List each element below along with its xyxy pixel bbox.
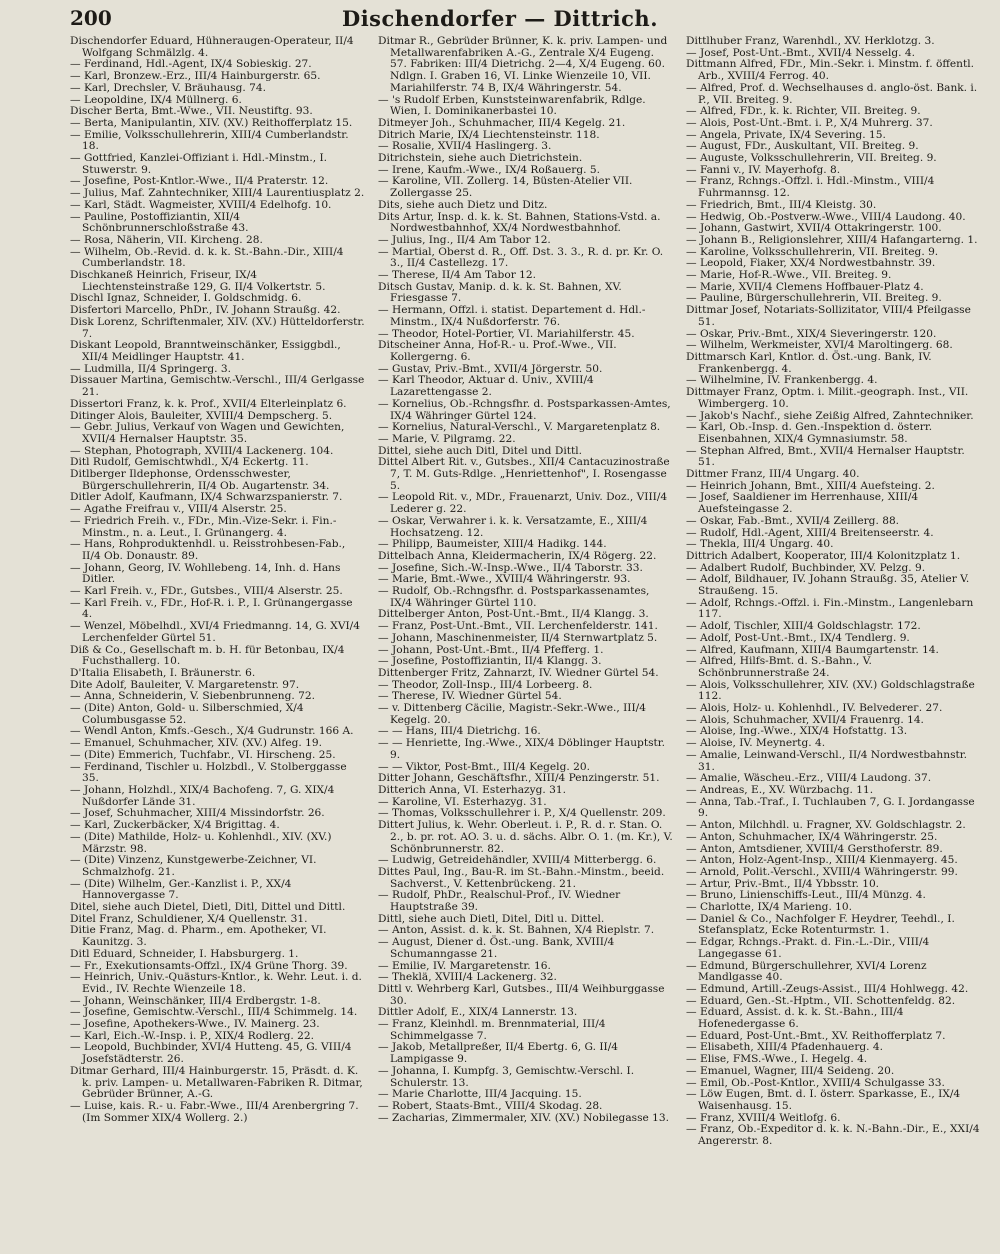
- directory-entry: — Josefine, Sich.-W.-Insp.-Wwe., II/4 Taborstr. 33.: [378, 561, 643, 574]
- directory-entry: — Oskar, Priv.-Bmt., XIX/4 Sieveringerstr. 120.: [686, 327, 937, 340]
- directory-entry: Dischendorfer Eduard, Hühneraugen-Operateur, II/4 Wolfgang Schmälzlg. 4.: [70, 36, 354, 59]
- directory-columns: [70, 36, 982, 1236]
- directory-entry: — Robert, Staats-Bmt., VIII/4 Skodag. 28.: [378, 1099, 603, 1112]
- directory-entry: — Alfred, Prof. d. Wechselhauses d. anglo-öst. Bank. i. P., VII. Breiteg. 9.: [686, 81, 978, 106]
- directory-entry: — Franz, XVIII/4 Weitlofg. 6.: [686, 1111, 841, 1124]
- directory-entry: — Emilie, IV. Margaretenstr. 16.: [378, 959, 551, 972]
- page-header: [0, 4, 1000, 38]
- directory-entry: — Adolf, Tischler, XIII/4 Goldschlagstr. 172.: [686, 620, 921, 633]
- directory-entry: — Hans, Rohproduktenhdl. u. Reisstrohbesen-Fab., II/4 Ob. Donaustr. 89.: [70, 538, 346, 562]
- directory-entry: Dittel Albert Rit. v., Gutsbes., XII/4 Cantacuzinostraße 7, T. M. Guts-Rdlge. „Henriettenhof", I. Rosengasse 5.: [378, 456, 670, 492]
- directory-entry: — Aloise, Ing.-Wwe., XIX/4 Hofstattg. 13.: [686, 725, 908, 738]
- directory-entry: — 's Rudolf Erben, Kunststeinwarenfabrik, Rdlge. Wien, I. Dominikanerbastei 10.: [378, 93, 646, 118]
- directory-entry: — Franz, Rchngs.-Offzl. i. Hdl.-Minstm., VIII/4 Fuhrmannsg. 12.: [686, 175, 935, 200]
- directory-entry: — Edmund, Artill.-Zeugs-Assist., III/4 Hohlwegg. 42.: [686, 982, 969, 995]
- directory-entry: Ditie Franz, Mag. d. Pharm., em. Apotheker, VI. Kaunitzg. 3.: [70, 924, 327, 949]
- directory-entry: Dissertori Franz, k. k. Prof., XVII/4 Elterleinplatz 6.: [70, 397, 347, 410]
- directory-entry: Diskant Leopold, Branntweinschänker, Essiggbdl., XII/4 Meidlinger Hauptstr. 41.: [70, 339, 341, 363]
- directory-entry: — Josefine, Gemischtw.-Verschl., III/4 Schimmelg. 14.: [70, 1006, 358, 1019]
- directory-entry: — Johann, Post-Unt.-Bmt., II/4 Pfefferg. 1.: [378, 643, 604, 656]
- directory-entry: — Anton, Assist. d. k. k. St. Bahnen, X/4 Rieplstr. 7.: [378, 924, 655, 937]
- directory-entry: — Franz, Post-Unt.-Bmt., VII. Lerchenfelderstr. 141.: [378, 620, 658, 633]
- directory-entry: — Friedrich, Bmt., III/4 Kleistg. 30.: [686, 198, 877, 211]
- directory-entry: — Elisabeth, XIII/4 Pfadenhauerg. 4.: [686, 1041, 884, 1054]
- directory-entry: D'Italia Elisabeth, I. Bräunerstr. 6.: [70, 666, 256, 679]
- directory-entry: Dittenberger Fritz, Zahnarzt, IV. Wiedner Gürtel 54.: [378, 666, 659, 679]
- directory-entry: — Pauline, Postoffiziantin, XII/4 Schönbrunnerschloßstraße 43.: [70, 210, 249, 235]
- directory-entry: — Kornelius, Ob.-Rchngsfhr. d. Postsparkassen-Amtes, IX/4 Währinger Gürtel 124.: [378, 397, 671, 422]
- directory-entry: — Johann, Holzhdl., XIX/4 Bachofeng. 7, G. XIX/4 Nußdorfer Lände 31.: [70, 784, 335, 808]
- directory-entry: — Adalbert Rudolf, Buchbinder, XV. Pelzg. 9.: [686, 561, 926, 574]
- directory-entry: — Martial, Oberst d. R., Off. Dst. 3. 3., R. d. pr. Kr. O. 3., II/4 Castellezg. 17.: [378, 245, 664, 270]
- directory-entry: — Bruno, Linienschiffs-Leut., III/4 Münzg. 4.: [686, 889, 926, 902]
- directory-entry: — Marie, XVII/4 Clemens Hoffbauer-Platz 4.: [686, 280, 924, 293]
- directory-entry: — Franz, Kleinhdl. m. Brennmaterial, III/4 Schimmelgasse 7.: [378, 1018, 606, 1042]
- directory-entry: — Stephan Alfred, Bmt., XVII/4 Hernalser Hauptstr. 51.: [686, 444, 965, 469]
- directory-entry: Ditlberger Ildephonse, Ordensschwester, Bürgerschullehrerin, II/4 Ob. Augartenstr. 34.: [70, 468, 330, 492]
- directory-entry: — Gottfried, Kanzlei-Offiziant i. Hdl.-Minstm., I. Stuwerstr. 9.: [70, 152, 327, 176]
- directory-entry: Ditsch Gustav, Manip. d. k. k. St. Bahnen, XV. Friesgasse 7.: [378, 280, 622, 305]
- page-title: Dischendorfer — Dittrich.: [341, 6, 659, 31]
- directory-entry: — Amalie, Leinwand-Verschl., II/4 Nordwestbahnstr. 31.: [686, 748, 968, 773]
- directory-entry: — Johann, Maschinenmeister, II/4 Sternwartplatz 5.: [378, 631, 658, 644]
- directory-entry: — Charlotte, IX/4 Marieng. 10.: [686, 901, 853, 914]
- directory-entry: — Heinrich, Univ.-Quästurs-Kntlor., k. Wehr. Leut. i. d. Evid., IV. Rechte Wienzeile 18.: [70, 971, 362, 995]
- directory-entry: — Rosalie, XVII/4 Haslingerg. 3.: [378, 140, 552, 153]
- directory-entry: Ditrichstein, siehe auch Dietrichstein.: [378, 152, 583, 165]
- directory-entry: — Ludmilla, II/4 Springerg. 3.: [70, 362, 231, 375]
- directory-entry: — Kornelius, Natural-Verschl., V. Margaretenplatz 8.: [378, 421, 661, 434]
- page-number: 200: [70, 6, 112, 30]
- directory-entry: Dittmarsch Karl, Kntlor. d. Öst.-ung. Bank, IV. Frankenbergg. 4.: [686, 350, 932, 375]
- directory-entry: — Josefine, Apothekers-Wwe., IV. Mainerg. 23.: [70, 1018, 320, 1031]
- directory-entry: — Artur, Priv.-Bmt., II/4 Ybbsstr. 10.: [686, 877, 880, 890]
- directory-entry: — Agathe Freifrau v., VIII/4 Alserstr. 25.: [70, 503, 287, 516]
- directory-entry: — Leopold Rit. v., MDr., Frauenarzt, Univ. Doz., VIII/4 Lederer g. 22.: [378, 491, 668, 516]
- directory-entry: Dite Adolf, Bauleiter, V. Margaretenstr. 97.: [70, 678, 300, 691]
- directory-entry: — Ludwig, Getreidehändler, XVIII/4 Mitterbergg. 6.: [378, 854, 657, 867]
- directory-entry: — Thomas, Volksschullehrer i. P., X/4 Quellenstr. 209.: [378, 807, 666, 820]
- directory-entry: — (Dite) Vinzenz, Kunstgewerbe-Zeichner, VI. Schmalzhofg. 21.: [70, 854, 317, 878]
- directory-entry: — Gustav, Priv.-Bmt., XVII/4 Jörgerstr. 50.: [378, 362, 603, 375]
- directory-entry: — — Hans, III/4 Dietrichg. 16.: [378, 725, 541, 738]
- directory-entry: Dittelberger Anton, Post-Unt.-Bmt., II/4 Klangg. 3.: [378, 608, 649, 621]
- directory-entry: Ditl Rudolf, Gemischtwhdl., X/4 Eckertg. 11.: [70, 456, 309, 469]
- directory-entry: Ditscheiner Anna, Hof-R.- u. Prof.-Wwe., VII. Kollergerng. 6.: [378, 339, 617, 363]
- directory-entry: — Leopold, Fiaker, XX/4 Nordwestbahnstr. 39.: [686, 257, 936, 270]
- directory-entry: Dits Artur, Insp. d. k. k. St. Bahnen, Stations-Vstd. a. Nordwestbahnhof, XX/4 Nordwestbahnhof.: [378, 210, 661, 235]
- directory-entry: — Fanni v., IV. Mayerhofg. 8.: [686, 163, 841, 176]
- directory-entry: — Emilie, Volksschullehrerin, XIII/4 Cumberlandstr. 18.: [70, 128, 349, 153]
- directory-entry: — Anton, Milchhdl. u. Fragner, XV. Goldschlagstr. 2.: [686, 819, 966, 832]
- directory-entry: Dittes Paul, Ing., Bau-R. im St.-Bahn.-Minstm., beeid. Sachverst., V. Kettenbrückeng. 21.: [378, 865, 665, 890]
- directory-entry: — Wenzel, Möbelhdl., XVI/4 Friedmanng. 14, G. XVI/4 Lerchenfelder Gürtel 51.: [70, 620, 360, 644]
- directory-entry: Dischkaneß Heinrich, Friseur, IX/4 Liechtensteinstraße 129, G. II/4 Volkertstr. 5.: [70, 269, 326, 293]
- directory-entry: — Alfred, Kaufmann, XIII/4 Baumgartenstr. 14.: [686, 643, 939, 656]
- directory-entry: — Therese, IV. Wiedner Gürtel 54.: [378, 690, 562, 703]
- directory-entry: — August, Diener d. Öst.-ung. Bank, XVIII/4 Schumanngasse 21.: [378, 936, 615, 960]
- directory-entry: — Marie Charlotte, III/4 Jacquing. 15.: [378, 1088, 582, 1101]
- directory-entry: — (Dite) Anton, Gold- u. Silberschmied, X/4 Columbusgasse 52.: [70, 702, 304, 726]
- directory-entry: — Johann, Gastwirt, XVII/4 Ottakringerstr. 100.: [686, 222, 942, 235]
- directory-entry: — Hedwig, Ob.-Postverw.-Wwe., VIII/4 Laudong. 40.: [686, 210, 966, 223]
- directory-entry: Dissauer Martina, Gemischtw.-Verschl., III/4 Gerlgasse 21.: [70, 374, 365, 399]
- directory-entry: — Adolf, Bildhauer, IV. Johann Straußg. 35, Atelier V. Straußeng. 15.: [686, 573, 970, 598]
- directory-entry: Ditmar R., Gebrüder Brünner, K. k. priv. Lampen- und Metallwarenfabriken A.-G., Zentrale X/4 Eugeng. 57. Fabriken: III/4 Dietrichg. 2—4, X/4 Eugeng. 60. Ndlgn. I. Graben 16, VI. Linke Wienzeile 10, VII. Mariahilferstr. 74 B, IX/4 Währingerstr. 54.: [378, 36, 668, 94]
- directory-entry: — Johanna, I. Kumpfg. 3, Gemischtw.-Verschl. I. Schulerstr. 13.: [378, 1064, 635, 1089]
- directory-entry: — (Dite) Wilhelm, Ger.-Kanzlist i. P., XX/4 Hannovergasse 7.: [70, 877, 292, 902]
- directory-entry: — Emanuel, Wagner, III/4 Seideng. 20.: [686, 1064, 895, 1077]
- directory-entry: — Emil, Ob.-Post-Kntlor., XVIII/4 Schulgasse 33.: [686, 1076, 945, 1089]
- directory-entry: Dittl v. Wehrberg Karl, Gutsbes., III/4 Weihburggasse 30.: [378, 982, 665, 1007]
- directory-entry: — Karoline, Volksschullehrerin, VII. Breiteg. 9.: [686, 245, 939, 258]
- directory-entry: — Anton, Schuhmacher, IX/4 Währingerstr. 25.: [686, 830, 938, 843]
- directory-entry: Dittrich Adalbert, Kooperator, III/4 Kolonitzplatz 1.: [686, 549, 961, 562]
- directory-entry: — Julius, Ing., II/4 Am Tabor 12.: [378, 233, 551, 246]
- directory-entry: — Edgar, Rchngs.-Prakt. d. Fin.-L.-Dir., VIII/4 Langegasse 61.: [686, 936, 930, 960]
- directory-entry: Disk Lorenz, Schriftenmaler, XIV. (XV.) Hütteldorferstr. 7.: [70, 315, 365, 340]
- directory-entry: — Edmund, Bürgerschullehrer, XVI/4 Lorenz Mandlgasse 40.: [686, 959, 927, 984]
- directory-entry: — Karl Theodor, Aktuar d. Univ., XVIII/4 Lazarettengasse 2.: [378, 374, 594, 399]
- directory-entry: Ditel, siehe auch Dietel, Dietl, Ditl, Dittel und Dittl.: [70, 901, 346, 914]
- directory-entry: Ditterich Anna, VI. Esterhazyg. 31.: [378, 784, 566, 796]
- directory-entry: — August, FDr., Auskultant, VII. Breiteg. 9.: [686, 140, 919, 153]
- directory-entry: — Marie, Hof-R.-Wwe., VII. Breiteg. 9.: [686, 269, 892, 282]
- directory-entry: — Therese, II/4 Am Tabor 12.: [378, 269, 537, 282]
- directory-entry: — Johann B., Religionslehrer, XIII/4 Hafangarterng. 1.: [686, 233, 978, 246]
- directory-entry: — Anna, Schneiderin, V. Siebenbrunneng. 72.: [70, 690, 315, 703]
- directory-entry: Ditl Eduard, Schneider, I. Habsburgerg. 1.: [70, 947, 299, 960]
- directory-entry: Dittmann Alfred, FDr., Min.-Sekr. i. Minstm. f. öffentl. Arb., XVIII/4 Ferrog. 40.: [686, 58, 974, 83]
- directory-entry: — Theodor, Zoll-Insp., III/4 Lorbeerg. 8.: [378, 678, 593, 691]
- directory-entry: — Wendl Anton, Kmfs.-Gesch., X/4 Gudrunstr. 166 A.: [70, 725, 354, 738]
- directory-entry: — Philipp, Baumeister, XIII/4 Hadikg. 144.: [378, 538, 607, 551]
- directory-entry: — Friedrich Freih. v., FDr., Min.-Vize-Sekr. i. Fin.-Minstm., n. a. Leut., I. Grünangerg. 4.: [70, 514, 337, 539]
- directory-entry: — Rudolf, Hdl.-Agent, XIII/4 Breitenseerstr. 4.: [686, 526, 934, 539]
- directory-entry: — Jakob, Metallpreßer, II/4 Ebertg. 6, G. II/4 Lampigasse 9.: [378, 1041, 619, 1066]
- directory-entry: — Angela, Private, IX/4 Severing. 15.: [686, 128, 886, 141]
- directory-entry: — Alois, Holz- u. Kohlenhdl., IV. Belvederег. 27.: [686, 702, 943, 715]
- directory-column-middle: [378, 36, 674, 1236]
- directory-entry: — Josefine, Post-Kntlor.-Wwe., II/4 Praterstr. 12.: [70, 175, 329, 188]
- directory-entry: Dittmayer Franz, Optm. i. Milit.-geograph. Inst., VII. Wimbergerg. 10.: [686, 386, 969, 410]
- directory-entry: — Alois, Schuhmacher, XVII/4 Frauenrg. 14.: [686, 713, 924, 726]
- directory-entry: — Amalie, Wäscheu.-Erz., VIII/4 Laudong. 37.: [686, 772, 932, 785]
- directory-column-left: [70, 36, 366, 1236]
- directory-entry: Ditmeyer Joh., Schuhmacher, III/4 Kegelg. 21.: [378, 116, 626, 129]
- directory-entry: Disfertori Marcello, PhDr., IV. Johann Straußg. 42.: [70, 304, 341, 317]
- directory-entry: Discher Berta, Bmt.-Wwe., VII. Neustiftg. 93.: [70, 105, 313, 118]
- directory-entry: — Karl, Bronzew.-Erz., III/4 Hainburgerstr. 65.: [70, 70, 321, 83]
- directory-entry: — Stephan, Photograph, XVIII/4 Lackenerg. 104.: [70, 444, 334, 457]
- directory-entry: — Josef, Post-Unt.-Bmt., XVII/4 Nesselg. 4.: [686, 46, 915, 59]
- directory-entry: — Thekla, III/4 Ungarg. 40.: [686, 538, 834, 551]
- directory-entry: — Franz, Ob.-Expeditor d. k. k. N.-Bahn.-Dir., E., XXI/4 Angererstr. 8.: [686, 1123, 980, 1148]
- directory-entry: — Karl, Städt. Wagmeister, XVIII/4 Edelhofg. 10.: [70, 198, 332, 211]
- directory-entry: — Aloise, IV. Meynertg. 4.: [686, 737, 826, 750]
- directory-entry: Dischl Ignaz, Schneider, I. Goldschmidg. 6.: [70, 292, 302, 305]
- directory-entry: — Zacharias, Zimmermaler, XIV. (XV.) Nobilegasse 13.: [378, 1111, 670, 1124]
- directory-entry: — Leopoldine, IX/4 Müllnerg. 6.: [70, 93, 242, 106]
- directory-entry: — Karl Freih. v., FDr., Gutsbes., VIII/4 Alserstr. 25.: [70, 585, 343, 598]
- directory-entry: — Marie, Bmt.-Wwe., XVIII/4 Währingerstr. 93.: [378, 573, 631, 586]
- directory-entry: — Heinrich Johann, Bmt., XIII/4 Auefsteing. 2.: [686, 479, 935, 492]
- directory-entry: — Theodor, Hotel-Portier, VI. Mariahilferstr. 45.: [378, 327, 635, 340]
- directory-entry: — Wilhelm, Werkmeister, XVI/4 Maroltingerg. 68.: [686, 339, 953, 352]
- directory-entry: — Eduard, Assist. d. k. k. St.-Bahn., III/4 Hofenedergasse 6.: [686, 1006, 904, 1031]
- directory-entry: — Rosa, Näherin, VII. Kircheng. 28.: [70, 233, 263, 246]
- directory-entry: — Karl Freih. v., FDr., Hof-R. i. P., I. Grünangergasse 4.: [70, 596, 353, 621]
- directory-entry: — — Henriette, Ing.-Wwe., XIX/4 Döblinger Hauptstr. 9.: [378, 737, 666, 761]
- directory-column-right: [686, 36, 982, 1236]
- directory-entry: Dittel, siehe auch Ditl, Ditel und Dittl.: [378, 444, 582, 457]
- directory-entry: — Daniel & Co., Nachfolger F. Heydrer, Teehdl., I. Stefansplatz, Ecke Rotenturmstr. 1.: [686, 912, 955, 937]
- directory-entry: Ditter Johann, Geschäftsfhr., XIII/4 Penzingerstr. 51.: [378, 772, 660, 785]
- directory-entry: Dittmer Franz, III/4 Ungarg. 40.: [686, 468, 860, 481]
- directory-entry: — Rudolf, PhDr., Realschul-Prof., IV. Wiedner Hauptstraße 39.: [378, 889, 621, 914]
- directory-entry: Ditel Franz, Schuldiener, X/4 Quellenstr. 31.: [70, 912, 308, 925]
- directory-entry: — Elise, FMS.-Wwe., I. Hegelg. 4.: [686, 1053, 868, 1066]
- directory-entry: — Anton, Amtsdiener, XVIII/4 Gersthoferstr. 89.: [686, 842, 943, 855]
- directory-entry: — Adolf, Rchngs.-Offzl. i. Fin.-Minstm., Langenlebarn 117.: [686, 596, 974, 621]
- directory-entry: — Irene, Kaufm.-Wwe., IX/4 Roßauerg. 5.: [378, 163, 600, 176]
- directory-entry: — Ferdinand, Tischler u. Holzbdl., V. Stolberggasse 35.: [70, 760, 347, 785]
- directory-entry: — Eduard, Gen.-St.-Hptm., VII. Schottenfeldg. 82.: [686, 994, 956, 1007]
- directory-entry: Ditler Adolf, Kaufmann, IX/4 Schwarzspanierstr. 7.: [70, 491, 343, 504]
- directory-entry: — Eduard, Post-Unt.-Bmt., XV. Reithofferplatz 7.: [686, 1029, 946, 1042]
- directory-entry: — Ferdinand, Hdl.-Agent, IX/4 Sobieskig. 27.: [70, 58, 312, 71]
- directory-entry: — Karoline, VI. Esterhazyg. 31.: [378, 795, 547, 808]
- directory-entry: — Karoline, VII. Zollerg. 14, Büsten-Atelier VII. Zollergasse 25.: [378, 175, 633, 200]
- directory-entry: — Johann, Georg, IV. Wohllebeng. 14, Inh. d. Hans Ditler.: [70, 561, 341, 586]
- directory-entry: Dits, siehe auch Dietz und Ditz.: [378, 198, 548, 211]
- directory-entry: — Löw Eugen, Bmt. d. I. österr. Sparkasse, E., IX/4 Waisenhausg. 15.: [686, 1088, 961, 1112]
- directory-entry: — Anton, Holz-Agent-Insp., XIII/4 Kienmayerg. 45.: [686, 854, 958, 867]
- directory-entry: — Oskar, Fab.-Bmt., XVII/4 Zeillerg. 88.: [686, 514, 900, 527]
- directory-entry: — Josef, Schuhmacher, XIII/4 Missindorfstr. 26.: [70, 807, 325, 820]
- directory-entry: — Alfred, FDr., k. k. Richter, VII. Breiteg. 9.: [686, 105, 921, 118]
- directory-entry: Diß & Co., Gesellschaft m. b. H. für Betonbau, IX/4 Fuchsthallerg. 10.: [70, 643, 345, 668]
- directory-entry: Dittler Adolf, E., XIX/4 Lannerstr. 13.: [378, 1006, 578, 1019]
- directory-entry: — Josef, Saaldiener im Herrenhause, XIII/4 Auefsteingasse 2.: [686, 491, 919, 516]
- directory-entry: — Karl, Drechsler, V. Bräuhausg. 74.: [70, 81, 266, 94]
- directory-entry: — Josefine, Postoffiziantin, II/4 Klangg. 3.: [378, 655, 602, 668]
- directory-entry: — Alfred, Hilfs-Bmt. d. S.-Bahn., V. Schönbrunnerstraße 24.: [686, 655, 872, 679]
- directory-entry: — Rudolf, Ob.-Rchngsfhr. d. Postsparkassenamtes, IX/4 Währinger Gürtel 110.: [378, 585, 650, 609]
- directory-entry: — Theklä, XVIII/4 Lackenerg. 32.: [378, 971, 557, 984]
- directory-entry: — Pauline, Bürgerschullehrerin, VII. Breiteg. 9.: [686, 292, 942, 305]
- directory-entry: — Anna, Tab.-Traf., I. Tuchlauben 7, G. I. Jordangasse 9.: [686, 795, 975, 820]
- directory-entry: — Wilhelm, Ob.-Revid. d. k. k. St.-Bahn.-Dir., XIII/4 Cumberlandstr. 18.: [70, 245, 344, 270]
- directory-entry: — Karl, Eich.-W.-Insp. i. P., XIX/4 Rodlerg. 22.: [70, 1029, 314, 1042]
- directory-entry: — Alois, Volksschullehrer, XIV. (XV.) Goldschlagstraße 112.: [686, 678, 975, 703]
- directory-entry: — Arnold, Polit.-Verschl., XVIII/4 Währingerstr. 99.: [686, 865, 958, 878]
- directory-entry: — Johann, Weinschänker, III/4 Erdbergstr. 1-8.: [70, 994, 321, 1007]
- directory-entry: — Leopold, Buchbinder, XVI/4 Hutteng. 45, G. VIII/4 Josefstädterstr. 26.: [70, 1041, 352, 1066]
- directory-entry: — Gebr. Julius, Verkauf von Wagen und Gewichten, XVII/4 Hernalser Hauptstr. 35.: [70, 421, 345, 445]
- directory-entry: Dittmar Josef, Notariats-Sollizitator, VIII/4 Pfeilgasse 51.: [686, 304, 971, 328]
- directory-entry: — Wilhelmine, IV. Frankenbergg. 4.: [686, 374, 878, 387]
- directory-entry: — Auguste, Volksschullehrerin, VII. Breiteg. 9.: [686, 152, 937, 165]
- directory-entry: — (Dite) Mathilde, Holz- u. Kohlenhdl., XIV. (XV.) Märzstr. 98.: [70, 830, 332, 855]
- directory-entry: Ditrich Marie, IX/4 Liechtensteinstr. 118.: [378, 128, 600, 141]
- directory-entry: Dittert Julius, k. Wehr. Oberleut. i. P., R. d. r. Stan. O. 2., b. pr. rot. AO. 3. u. d. sächs. Albr. O. 1. (m. Kr.), V. Schönbrunnerstr. 82.: [378, 819, 673, 855]
- directory-entry: — Luise, kais. R.- u. Fabr.-Wwe., III/4 Arenbergring 7. (Im Sommer XIX/4 Wollerg. 2.): [70, 1099, 359, 1124]
- directory-entry: — Fr., Exekutionsamts-Offzl., IX/4 Grüne Thorg. 39.: [70, 959, 348, 972]
- directory-entry: — Alois, Post-Unt.-Bmt. i. P., X/4 Muhrerg. 37.: [686, 116, 933, 129]
- directory-entry: — Oskar, Verwahrer i. k. k. Versatzamte, E., XIII/4 Hochsatzeng. 12.: [378, 514, 648, 539]
- directory-entry: — v. Dittenberg Cäcilie, Magistr.-Sekr.-Wwe., III/4 Kegelg. 20.: [378, 702, 646, 726]
- directory-entry: — Emanuel, Schuhmacher, XIV. (XV.) Alfeg. 19.: [70, 737, 322, 750]
- directory-entry: Ditinger Alois, Bauleiter, XVIII/4 Dempscherg. 5.: [70, 409, 333, 422]
- directory-entry: — Andreas, E., XV. Würzbachg. 11.: [686, 784, 874, 796]
- directory-entry: Dittl, siehe auch Dietl, Ditel, Ditl u. Dittel.: [378, 912, 605, 925]
- directory-entry: — Adolf, Post-Unt.-Bmt., IX/4 Tendlerg. 9.: [686, 631, 910, 644]
- directory-entry: Ditmar Gerhard, III/4 Hainburgerstr. 15, Präsdt. d. K. k. priv. Lampen- u. Metallwaren-Fabriken R. Ditmar, Gebrüder Brünner, A.-G.: [70, 1064, 363, 1101]
- directory-entry: Dittelbach Anna, Kleidermacherin, IX/4 Rögerg. 22.: [378, 549, 657, 562]
- directory-entry: — — Viktor, Post-Bmt., III/4 Kegelg. 20.: [378, 760, 590, 773]
- directory-entry: Dittlhuber Franz, Warenhdl., XV. Herklotzg. 3.: [686, 36, 935, 47]
- directory-entry: — Karl, Ob.-Insp. d. Gen.-Inspektion d. österr. Eisenbahnen, XIX/4 Gymnasiumstr. 58.: [686, 421, 933, 445]
- directory-entry: — Jakob's Nachf., siehe Zeißig Alfred, Zahntechniker.: [686, 409, 974, 422]
- directory-entry: — Karl, Zuckerbäcker, X/4 Brigittag. 4.: [70, 819, 280, 832]
- directory-entry: — Julius, Maf. Zahntechniker, XIII/4 Laurentiusplatz 2.: [70, 187, 365, 200]
- directory-entry: — (Dite) Emmerich, Tuchfabr., VI. Hirscheng. 25.: [70, 748, 336, 761]
- directory-entry: — Hermann, Offzl. i. statist. Departement d. Hdl.-Minstm., IX/4 Nußdorferstr. 76.: [378, 304, 646, 328]
- directory-entry: — Berta, Manipulantin, XIV. (XV.) Reithofferplatz 15.: [70, 116, 353, 129]
- directory-entry: — Marie, V. Pilgramg. 22.: [378, 432, 516, 445]
